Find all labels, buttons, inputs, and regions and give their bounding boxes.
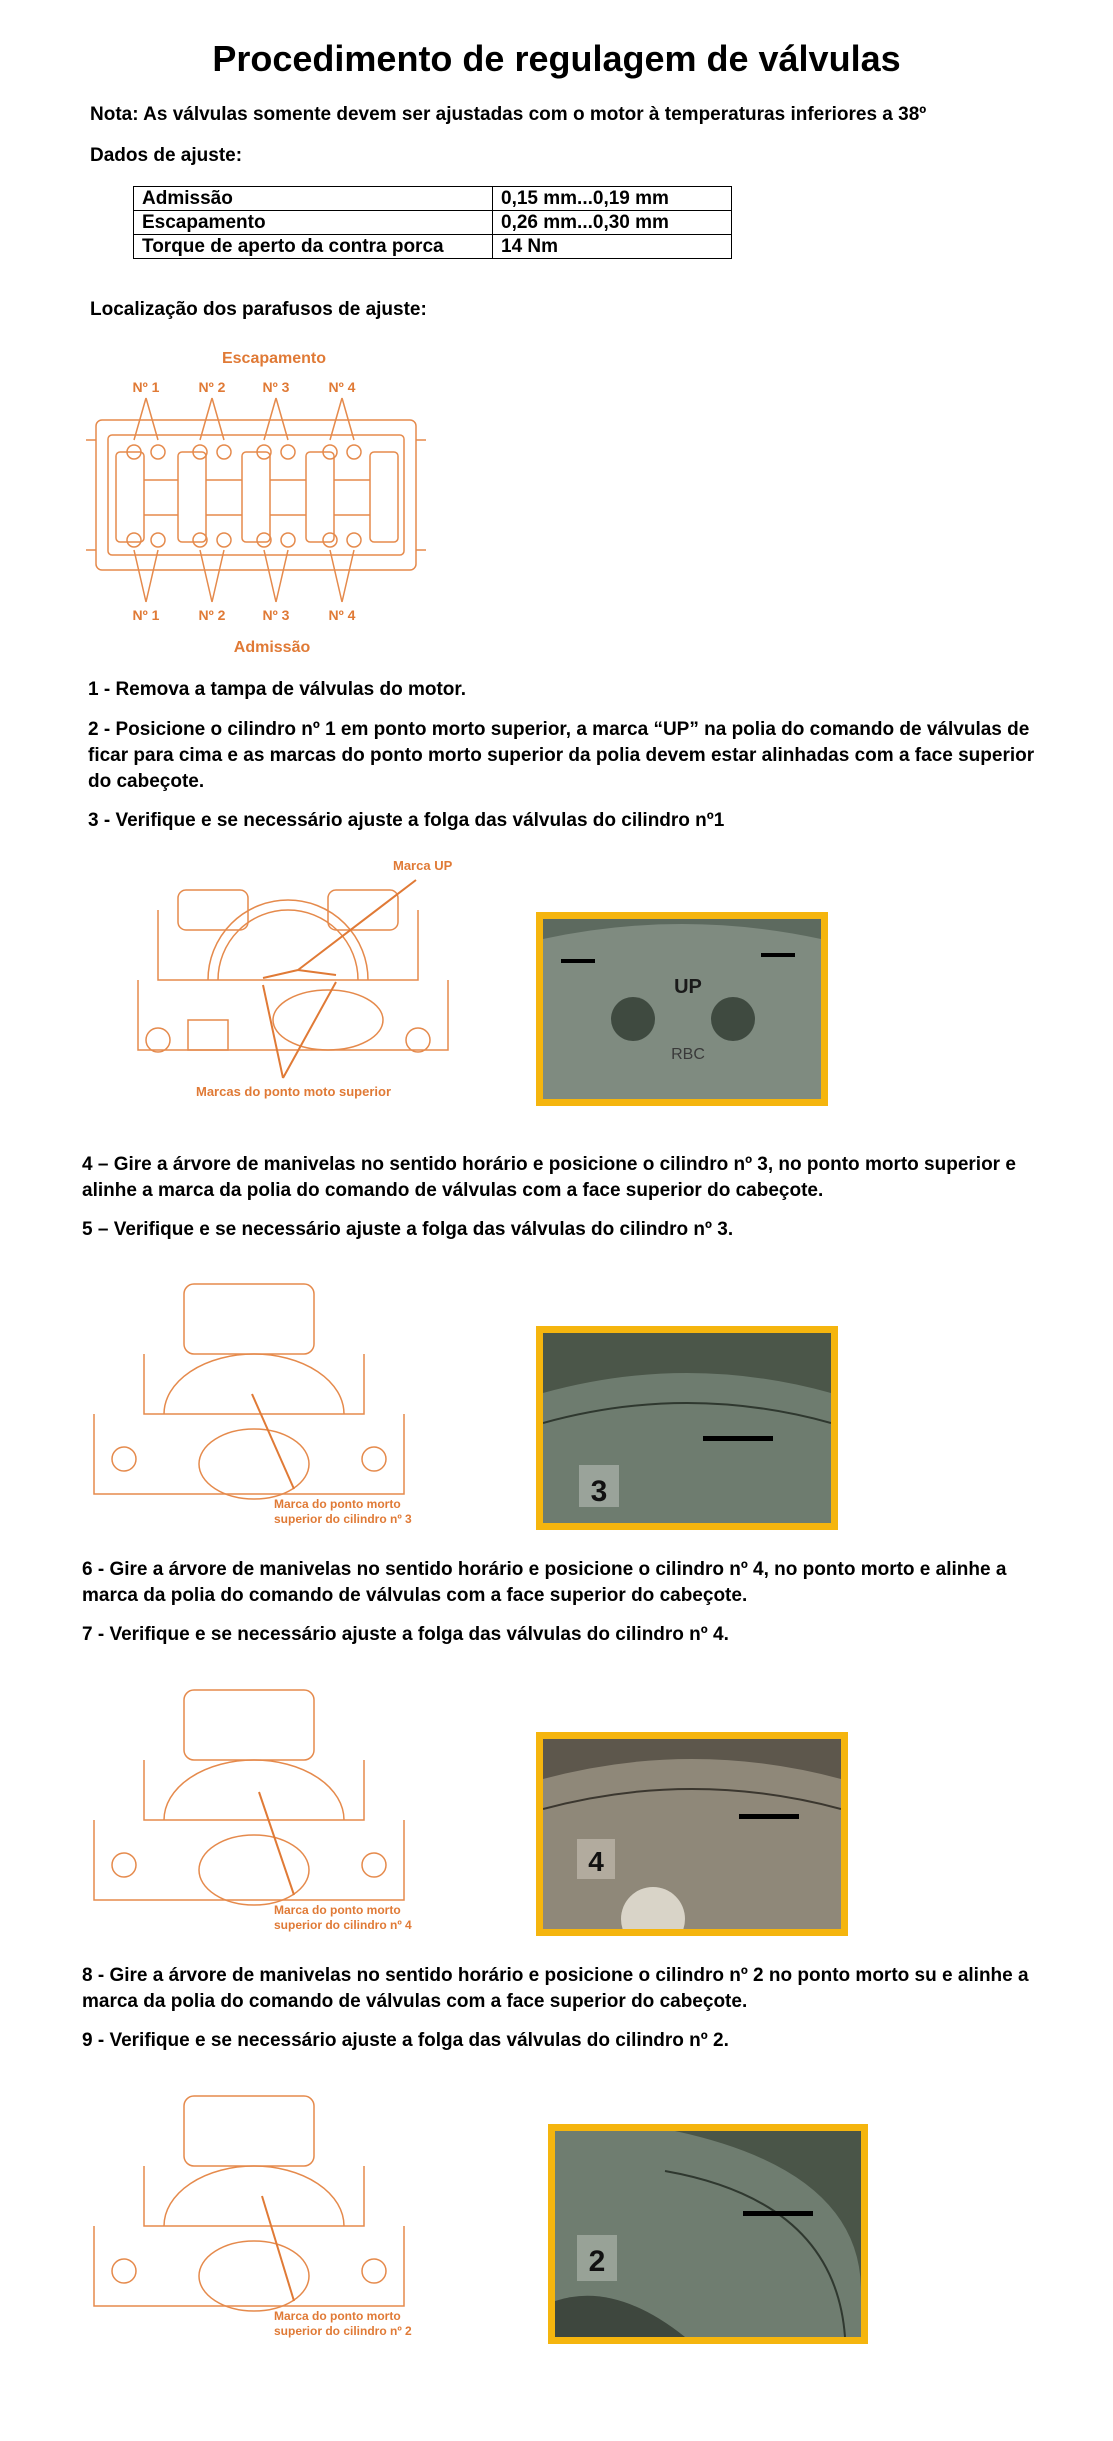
temperature-note: Nota: As válvulas somente devem ser ajustadas com o motor à temperaturas inferiores a 38º <box>90 104 927 125</box>
cylinder-label-top: Nº 1 <box>132 379 160 395</box>
step-4: 4 – Gire a árvore de manivelas no sentido horário e posicione o cilindro nº 3, no ponto morto superior e alinhe a marca da polia do comando de válvulas com a face superior do cabeçote. <box>82 1154 1016 1201</box>
cylinder-4-photo <box>536 1732 848 1936</box>
cylinder-3-photo <box>536 1326 838 1530</box>
cylinder-2-diagram <box>84 2076 424 2346</box>
cylinder-4-number: 4 <box>588 1846 604 1877</box>
cylinder-label-bottom: Nº 2 <box>198 607 226 623</box>
table-cell-value: 14 Nm <box>493 235 732 259</box>
cylinder-label-bottom: Nº 3 <box>262 607 290 623</box>
table-cell-value: 0,15 mm...0,19 mm <box>493 187 732 211</box>
cylinder-label-bottom: Nº 4 <box>328 607 356 623</box>
step-6: 6 - Gire a árvore de manivelas no sentido horário e posicione o cilindro nº 4, no ponto morto e alinhe a marca da polia do comando de válvulas com a face superior do cabeçote. <box>82 1559 1007 1606</box>
step-8: 8 - Gire a árvore de manivelas no sentido horário e posicione o cilindro nº 2 no ponto morto su e alinhe a marca da polia do comando de válvulas com a face superior do cabeçote. <box>82 1965 1029 2012</box>
cylinder-1-diagram <box>118 850 478 1110</box>
cylinder-4-diagram <box>84 1670 424 1940</box>
adjust-table <box>133 186 732 259</box>
table-row <box>134 211 732 235</box>
valve-layout-diagram <box>86 340 426 660</box>
tdc-marks-label: Marcas do ponto moto superior <box>196 1084 392 1099</box>
cylinder-2-photo <box>548 2124 868 2344</box>
intake-label: Admissão <box>233 639 311 656</box>
tdc3-label-line2: superior do cilindro nº 3 <box>274 1512 412 1526</box>
step-3: 3 - Verifique e se necessário ajuste a folga das válvulas do cilindro nº1 <box>88 810 725 831</box>
tdc4-label-line2: superior do cilindro nº 4 <box>274 1918 412 1932</box>
table-cell-value: 0,26 mm...0,30 mm <box>493 211 732 235</box>
cylinder-label-top: Nº 4 <box>328 379 356 395</box>
cylinder-2-number: 2 <box>588 2245 606 2278</box>
gear-photo-3 <box>543 1333 831 1523</box>
exhaust-label: Escapamento <box>221 350 327 367</box>
table-row <box>134 187 732 211</box>
step-7: 7 - Verifique e se necessário ajuste a folga das válvulas do cilindro nº 4. <box>82 1624 729 1645</box>
tdc2-label-line2: superior do cilindro nº 2 <box>274 2324 412 2338</box>
up-mark-label: Marca UP <box>393 858 453 873</box>
table-cell-label: Torque de aperto da contra porca <box>134 235 493 259</box>
cylinder-1-photo <box>536 912 828 1106</box>
step-5: 5 – Verifique e se necessário ajuste a folga das válvulas do cilindro nº 3. <box>82 1219 734 1240</box>
page-title: Procedimento de regulagem de válvulas <box>212 38 901 79</box>
table-cell-label: Admissão <box>134 187 493 211</box>
step-1: 1 - Remova a tampa de válvulas do motor. <box>88 679 467 700</box>
step-9: 9 - Verifique e se necessário ajuste a folga das válvulas do cilindro nº 2. <box>82 2030 729 2051</box>
location-heading: Localização dos parafusos de ajuste: <box>90 299 427 320</box>
tdc2-label-line1: Marca do ponto morto <box>274 2309 401 2323</box>
table-row <box>134 235 732 259</box>
cylinder-3-diagram <box>84 1264 424 1534</box>
gear-photo-up <box>543 919 821 1099</box>
adjust-heading: Dados de ajuste: <box>90 145 243 166</box>
up-text: UP <box>674 976 702 998</box>
cylinder-label-top: Nº 3 <box>262 379 290 395</box>
rbc-text: RBC <box>671 1046 705 1063</box>
step-2: 2 - Posicione o cilindro nº 1 em ponto morto superior, a marca “UP” na polia do comando de válvulas de ficar para cima e as marcas do ponto morto superior da polia devem estar alinhadas com a face superior do cabeçote. <box>88 719 1035 792</box>
tdc3-label-line1: Marca do ponto morto <box>274 1497 401 1511</box>
cylinder-3-number: 3 <box>590 1475 608 1508</box>
cylinder-label-top: Nº 2 <box>198 379 226 395</box>
tdc4-label-line1: Marca do ponto morto <box>274 1903 401 1917</box>
gear-photo-4 <box>543 1739 841 1929</box>
cylinder-label-bottom: Nº 1 <box>132 607 160 623</box>
table-cell-label: Escapamento <box>134 211 493 235</box>
gear-photo-2 <box>555 2131 861 2337</box>
